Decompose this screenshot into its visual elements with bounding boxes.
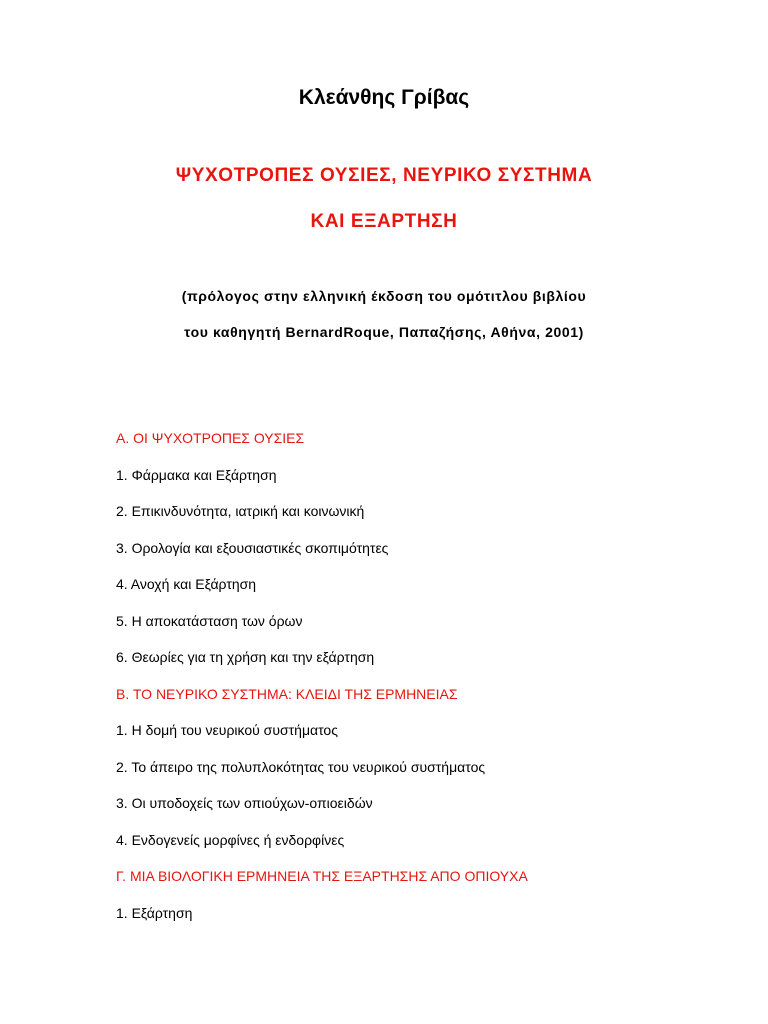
document-title-line-1: ΨΥΧΟΤΡΟΠΕΣ ΟΥΣΙΕΣ, ΝΕΥΡΙΚΟ ΣΥΣΤΗΜΑ — [175, 165, 593, 186]
toc-section-heading: Γ. ΜΙΑ ΒΙΟΛΟΓΙΚΗ ΕΡΜΗΝΕΙΑ ΤΗΣ ΕΞΑΡΤΗΣΗΣ ΑΠΟ ΟΠΙΟΥΧΑ — [116, 868, 528, 884]
toc-item: 1. Φάρμακα και Εξάρτηση — [116, 466, 277, 483]
toc-item: 2. Το άπειρο της πολυπλοκότητας του νευρικού συστήματος — [116, 758, 486, 775]
subtitle-line-2: του καθηγητή BernardRoque, Παπαζήσης, Αθήνα, 2001) — [184, 324, 584, 340]
table-of-contents — [116, 426, 736, 937]
toc-item: 4. Ανοχή και Εξάρτηση — [116, 576, 257, 592]
document-title-line-2: ΚΑΙ ΕΞΑΡΤΗΣΗ — [310, 211, 458, 232]
author-name: Κλεάνθης Γρίβας — [298, 86, 470, 109]
toc-item: 1. Εξάρτηση — [116, 904, 193, 921]
toc-item: 5. Η αποκατάσταση των όρων — [116, 612, 303, 629]
toc-item: 4. Ενδογενείς μορφίνες ή ενδορφίνες — [116, 831, 345, 848]
toc-section-heading: Β. ΤΟ ΝΕΥΡΙΚΟ ΣΥΣΤΗΜΑ: ΚΛΕΙΔΙ ΤΗΣ ΕΡΜΗΝΕΙΑΣ — [116, 685, 458, 702]
toc-section-heading: Α. ΟΙ ΨΥΧΟΤΡΟΠΕΣ ΟΥΣΙΕΣ — [116, 430, 305, 446]
toc-item: 3. Ορολογία και εξουσιαστικές σκοπιμότητες — [116, 539, 389, 556]
subtitle-line-1: (πρόλογος στην ελληνική έκδοση του ομότιτλου βιβλίου — [181, 288, 587, 304]
toc-item: 6. Θεωρίες για τη χρήση και την εξάρτηση — [116, 649, 375, 665]
toc-item: 2. Επικινδυνότητα, ιατρική και κοινωνική — [116, 503, 365, 519]
toc-item: 1. Η δομή του νευρικού συστήματος — [116, 722, 338, 738]
toc-item: 3. Οι υποδοχείς των οπιούχων-οπιοειδών — [116, 795, 373, 811]
